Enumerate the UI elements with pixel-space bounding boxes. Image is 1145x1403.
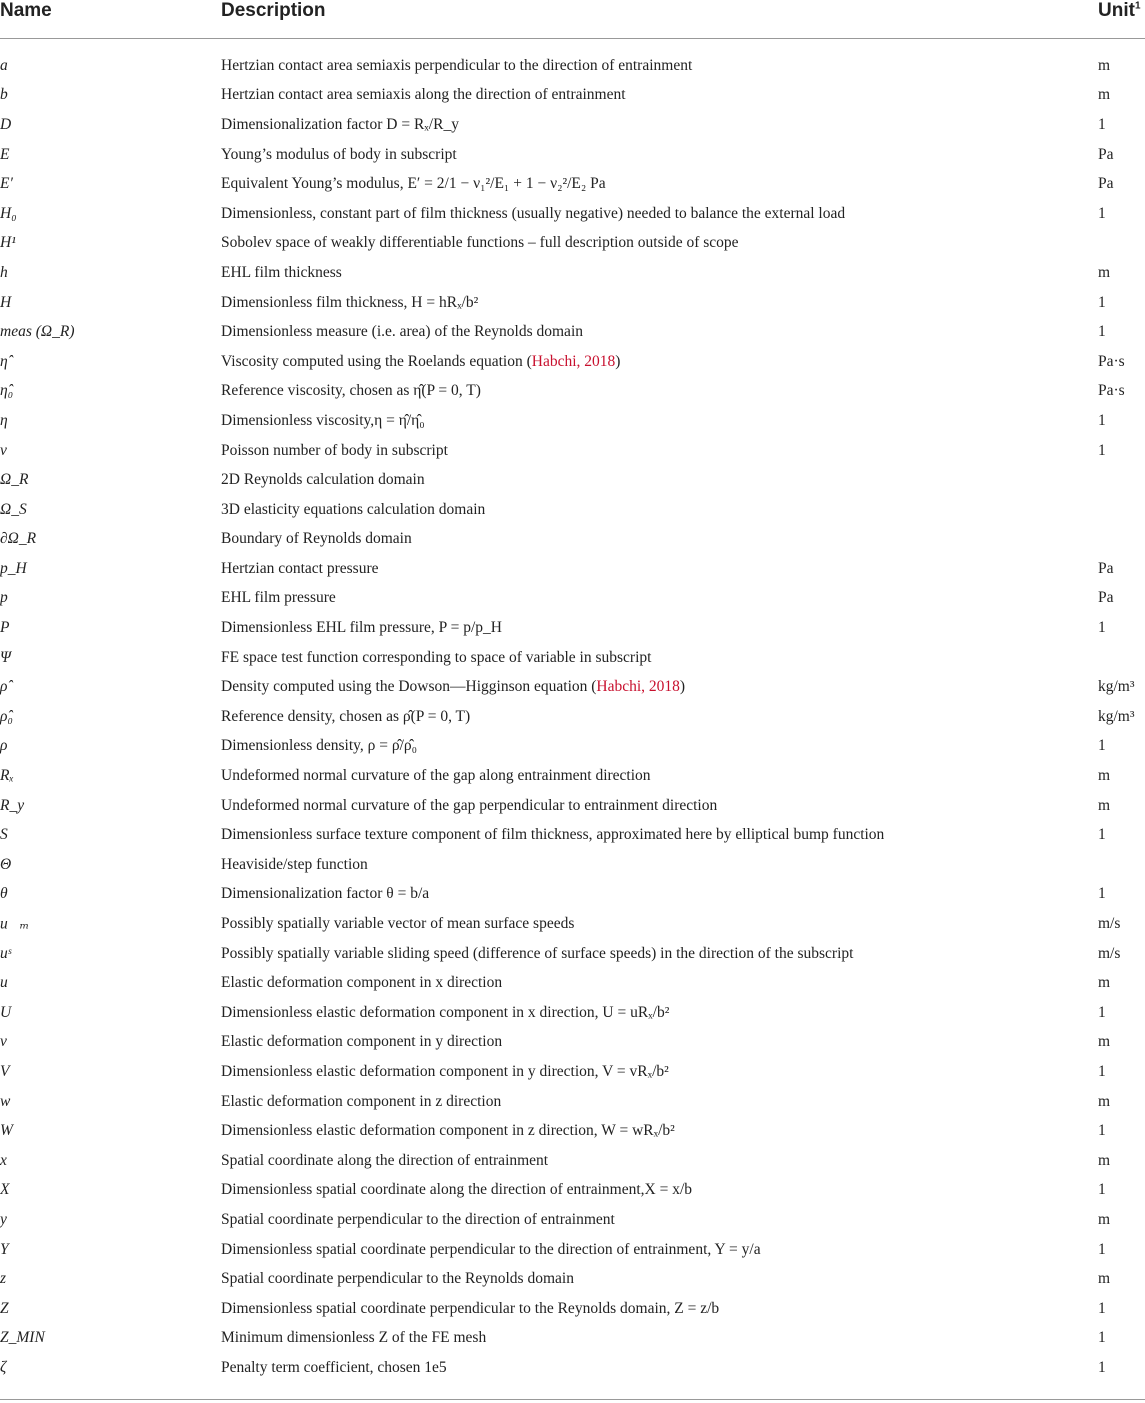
description-cell: Young’s modulus of body in subscript	[221, 145, 457, 163]
table-row	[0, 672, 1145, 702]
description-cell: Possibly spatially variable vector of mean surface speeds	[221, 915, 575, 933]
symbol-cell: V	[0, 1062, 10, 1080]
description-cell: Heaviside/step function	[221, 855, 368, 873]
unit-cell: 1	[1098, 885, 1106, 903]
unit-cell: 1	[1098, 293, 1106, 311]
table-row	[0, 1324, 1145, 1354]
symbol-cell: p	[0, 589, 8, 607]
table-row	[0, 968, 1145, 998]
symbol-cell: η	[0, 411, 8, 429]
description-cell: Equivalent Young’s modulus, E′ = 2/1 − ν₁²/E₁ + 1 − ν₂²/E₂ Pa	[221, 175, 606, 193]
table-row	[0, 584, 1145, 614]
symbol-cell: ρ̂	[0, 678, 8, 696]
table-row	[0, 258, 1145, 288]
unit-cell: 1	[1098, 1181, 1106, 1199]
description-cell: Reference viscosity, chosen as η̂(P = 0, T)	[221, 382, 481, 400]
description-cell: Dimensionless elastic deformation component in z direction, W = wRₓ/b²	[221, 1122, 675, 1140]
table-row	[0, 229, 1145, 259]
symbol-cell: H₀	[0, 204, 17, 222]
symbol-cell: w	[0, 1092, 11, 1110]
table-row	[0, 998, 1145, 1028]
table-body	[0, 39, 1145, 1383]
symbol-cell: p_H	[0, 559, 27, 577]
description-cell	[221, 678, 685, 696]
unit-cell: 1	[1098, 619, 1106, 637]
description-cell: Possibly spatially variable sliding speed (difference of surface speeds) in the direction of the subscript	[221, 944, 854, 962]
table-row	[0, 909, 1145, 939]
unit-cell: m	[1098, 1033, 1111, 1051]
unit-cell: m	[1098, 56, 1111, 74]
unit-cell: 1	[1098, 826, 1106, 844]
description-cell: Dimensionless viscosity,η = η̂/η̂₀	[221, 411, 425, 429]
unit-cell: 1	[1098, 1329, 1106, 1347]
unit-cell: 1	[1098, 737, 1106, 755]
description-cell	[221, 353, 620, 371]
table-row	[0, 1205, 1145, 1235]
table-row	[0, 820, 1145, 850]
description-cell: Penalty term coefficient, chosen 1e5	[221, 1358, 447, 1376]
symbol-cell: X	[0, 1181, 10, 1199]
description-cell: Dimensionless, constant part of film thickness (usually negative) needed to balance the external load	[221, 204, 846, 222]
table-row	[0, 1176, 1145, 1206]
table-row	[0, 1116, 1145, 1146]
symbol-cell: Ψ	[0, 648, 11, 666]
table-row	[0, 1087, 1145, 1117]
description-cell: EHL film pressure	[221, 589, 336, 607]
description-cell: Undeformed normal curvature of the gap perpendicular to entrainment direction	[221, 796, 718, 814]
unit-cell: m	[1098, 1210, 1111, 1228]
header-unit-footnote: 1	[1134, 0, 1141, 12]
table-row	[0, 732, 1145, 762]
table-row	[0, 791, 1145, 821]
description-close: )	[679, 678, 686, 696]
description-cell: Undeformed normal curvature of the gap along entrainment direction	[221, 767, 651, 785]
table-row	[0, 850, 1145, 880]
symbol-cell: η̂	[0, 352, 8, 370]
description-cell: Dimensionless spatial coordinate perpendicular to the Reynolds domain, Z = z/b	[221, 1299, 720, 1317]
description-cell: Dimensionless spatial coordinate perpendicular to the direction of entrainment, Y = y/a	[221, 1240, 761, 1258]
description-cell: Elastic deformation component in x direction	[221, 974, 503, 992]
symbol-cell: b	[0, 86, 8, 104]
table-row	[0, 317, 1145, 347]
unit-cell: m	[1098, 1092, 1111, 1110]
header-unit	[1098, 0, 1141, 22]
table-row	[0, 613, 1145, 643]
description-cell: Hertzian contact area semiaxis along the direction of entrainment	[221, 86, 626, 104]
unit-cell: m	[1098, 86, 1111, 104]
table-row	[0, 939, 1145, 969]
description-cell: Dimensionalization factor θ = b/a	[221, 885, 430, 903]
unit-cell: 1	[1098, 1062, 1106, 1080]
symbol-cell: P	[0, 619, 10, 637]
description-cell: Dimensionless film thickness, H = hRₓ/b²	[221, 293, 479, 311]
unit-cell: m/s	[1098, 915, 1121, 933]
symbol-cell: E′	[0, 175, 13, 193]
symbol-cell: Z_MIN	[0, 1329, 45, 1347]
description-cell: Dimensionless density, ρ = ρ̂/ρ̂₀	[221, 737, 418, 755]
symbol-cell: u	[0, 974, 8, 992]
description-cell: Dimensionalization factor D = Rₓ/R_y	[221, 115, 459, 133]
description-cell: 3D elasticity equations calculation domain	[221, 500, 486, 518]
unit-cell: 1	[1098, 1003, 1106, 1021]
table-header	[0, 0, 1145, 39]
description-cell: Reference density, chosen as ρ̂(P = 0, T)	[221, 707, 471, 725]
symbol-cell: Y	[0, 1240, 9, 1258]
symbol-cell: meas (Ω_R)	[0, 323, 75, 341]
unit-cell: kg/m³	[1098, 678, 1135, 696]
table-row	[0, 702, 1145, 732]
description-cell: Dimensionless surface texture component of film thickness, approximated here by elliptical bump function	[221, 826, 885, 844]
unit-cell: 1	[1098, 323, 1106, 341]
table-row	[0, 169, 1145, 199]
symbol-cell: S	[0, 826, 8, 844]
unit-cell: m	[1098, 1270, 1111, 1288]
description-cell: EHL film thickness	[221, 263, 342, 281]
description-cell: Spatial coordinate perpendicular to the direction of entrainment	[221, 1210, 615, 1228]
unit-cell: Pa	[1098, 589, 1114, 607]
symbol-cell: Ω_R	[0, 471, 29, 489]
unit-cell: 1	[1098, 1299, 1106, 1317]
table-row	[0, 436, 1145, 466]
table-row	[0, 1294, 1145, 1324]
citation-link[interactable]: Habchi, 2018	[596, 678, 680, 696]
unit-cell: m	[1098, 263, 1111, 281]
table-row	[0, 495, 1145, 525]
symbol-cell: D	[0, 115, 12, 133]
description-cell: Minimum dimensionless Z of the FE mesh	[221, 1329, 487, 1347]
symbol-cell: Z	[0, 1299, 9, 1317]
table-row	[0, 1028, 1145, 1058]
description-cell: Boundary of Reynolds domain	[221, 530, 412, 548]
symbol-cell: h	[0, 263, 8, 281]
table-row	[0, 554, 1145, 584]
table-row	[0, 1353, 1145, 1383]
table-row	[0, 51, 1145, 81]
symbol-cell: Ω_S	[0, 500, 27, 518]
unit-cell: Pa	[1098, 145, 1114, 163]
table-row	[0, 643, 1145, 673]
description-cell: Dimensionless measure (i.e. area) of the Reynolds domain	[221, 323, 583, 341]
symbol-cell: Θ	[0, 855, 12, 873]
symbol-cell: ζ	[0, 1358, 7, 1376]
table-row	[0, 1057, 1145, 1087]
description-cell: Dimensionless EHL film pressure, P = p/p_H	[221, 619, 502, 637]
symbol-cell: R_y	[0, 796, 25, 814]
description-cell: FE space test function corresponding to space of variable in subscript	[221, 648, 652, 666]
symbol-cell: uˢ	[0, 944, 12, 962]
symbol-cell: y	[0, 1210, 7, 1228]
unit-cell: Pa	[1098, 175, 1114, 193]
symbol-cell: H¹	[0, 234, 16, 252]
description-cell: Spatial coordinate along the direction of entrainment	[221, 1151, 549, 1169]
unit-cell: Pa·s	[1098, 382, 1125, 400]
unit-cell: 1	[1098, 1122, 1106, 1140]
symbol-cell: θ	[0, 885, 8, 903]
table-row	[0, 81, 1145, 111]
symbol-cell: E	[0, 145, 10, 163]
unit-cell: m/s	[1098, 944, 1121, 962]
description-cell: Hertzian contact pressure	[221, 559, 379, 577]
unit-cell: kg/m³	[1098, 707, 1135, 725]
description-text: Density computed using the Dowson—Higginson equation (	[221, 678, 597, 696]
table-row	[0, 761, 1145, 791]
symbol-cell: Rₓ	[0, 767, 14, 785]
description-cell: Dimensionless elastic deformation component in x direction, U = uRₓ/b²	[221, 1003, 670, 1021]
symbol-cell: η̂₀	[0, 382, 14, 400]
description-cell: 2D Reynolds calculation domain	[221, 471, 425, 489]
description-text: Viscosity computed using the Roelands equation (	[221, 352, 532, 370]
table-row	[0, 199, 1145, 229]
header-description: Description	[221, 0, 326, 21]
unit-cell: m	[1098, 796, 1111, 814]
description-cell: Spatial coordinate perpendicular to the Reynolds domain	[221, 1270, 574, 1288]
symbol-cell: H	[0, 293, 12, 311]
symbol-cell: ∂Ω_R	[0, 530, 37, 548]
description-cell: Hertzian contact area semiaxis perpendicular to the direction of entrainment	[221, 56, 693, 74]
table-row	[0, 1264, 1145, 1294]
symbol-cell: u⃗ₘ	[0, 915, 30, 933]
symbol-cell: v	[0, 1033, 7, 1051]
table-row	[0, 377, 1145, 407]
description-cell: Elastic deformation component in z direction	[221, 1092, 502, 1110]
unit-cell: 1	[1098, 411, 1106, 429]
symbol-cell: ρ̂₀	[0, 707, 13, 725]
unit-cell: 1	[1098, 204, 1106, 222]
symbol-cell: W	[0, 1122, 13, 1140]
header-unit-label: Unit	[1098, 0, 1135, 21]
description-cell: Poisson number of body in subscript	[221, 441, 448, 459]
description-cell: Sobolev space of weakly differentiable functions – full description outside of scope	[221, 234, 739, 252]
table-row	[0, 347, 1145, 377]
table-row	[0, 1235, 1145, 1265]
table-row	[0, 110, 1145, 140]
unit-cell: 1	[1098, 1240, 1106, 1258]
description-cell: Dimensionless elastic deformation component in y direction, V = vRₓ/b²	[221, 1062, 669, 1080]
table-row	[0, 465, 1145, 495]
symbol-cell: ν	[0, 441, 7, 459]
unit-cell: Pa·s	[1098, 352, 1125, 370]
header-name: Name	[0, 0, 52, 21]
unit-cell: 1	[1098, 1358, 1106, 1376]
citation-link[interactable]: Habchi, 2018	[531, 352, 616, 370]
symbol-cell: ρ	[0, 737, 8, 755]
unit-cell: m	[1098, 974, 1111, 992]
description-close: )	[615, 352, 621, 370]
table-row	[0, 288, 1145, 318]
description-cell: Elastic deformation component in y direction	[221, 1033, 503, 1051]
table-row	[0, 525, 1145, 555]
bottom-rule	[0, 1399, 1145, 1400]
table-row	[0, 140, 1145, 170]
unit-cell: 1	[1098, 441, 1106, 459]
symbol-cell: x	[0, 1151, 7, 1169]
table-row	[0, 406, 1145, 436]
unit-cell: m	[1098, 767, 1111, 785]
table-row	[0, 1146, 1145, 1176]
description-cell: Dimensionless spatial coordinate along the direction of entrainment,X = x/b	[221, 1181, 693, 1199]
symbol-cell: U	[0, 1003, 12, 1021]
unit-cell: m	[1098, 1151, 1111, 1169]
unit-cell: Pa	[1098, 559, 1114, 577]
unit-cell: 1	[1098, 115, 1106, 133]
symbol-cell: z	[0, 1270, 7, 1288]
symbol-cell: a	[0, 56, 8, 74]
table-row	[0, 880, 1145, 910]
